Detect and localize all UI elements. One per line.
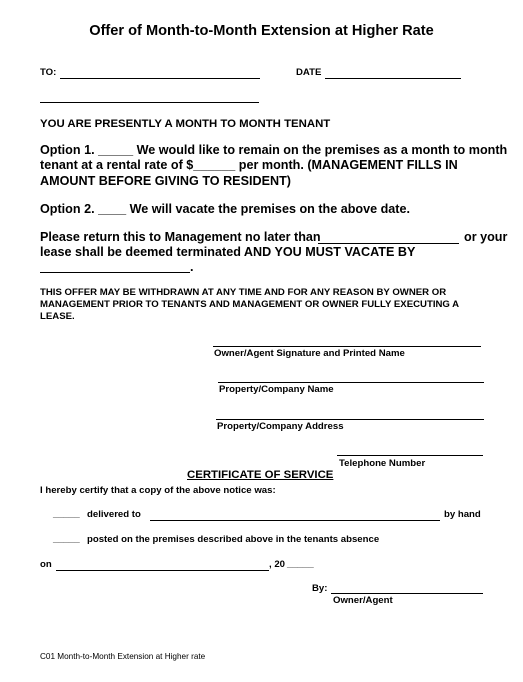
telephone-line[interactable] <box>337 455 483 456</box>
document-title: Offer of Month-to-Month Extension at Higher Rate <box>89 23 434 39</box>
property-company-label: Property/Company Name <box>219 384 334 395</box>
withdrawal-line3: LEASE. <box>40 311 75 322</box>
on-label: on <box>40 559 52 570</box>
year-blank[interactable]: _____ <box>287 559 314 570</box>
return-date-line[interactable] <box>318 243 459 244</box>
vacate-date-line[interactable] <box>40 272 190 273</box>
property-address-line[interactable] <box>216 419 484 420</box>
return-line1-end: or your <box>464 230 508 244</box>
return-line3-period: . <box>190 260 194 274</box>
option1-line1: Option 1. _____ We would like to remain on the premises as a month to month <box>40 143 508 157</box>
posted-checkbox-blank[interactable]: _____ <box>53 534 80 545</box>
by-signature-line[interactable] <box>331 593 483 594</box>
to-field-line[interactable] <box>60 78 260 79</box>
by-label: By: <box>312 583 328 594</box>
telephone-label: Telephone Number <box>339 458 426 469</box>
owner-signature-line[interactable] <box>213 346 481 347</box>
date-field-line[interactable] <box>325 78 461 79</box>
certify-text: I hereby certify that a copy of the above notice was: <box>40 485 276 496</box>
option1-line2: tenant at a rental rate of $______ per month. (MANAGEMENT FILLS IN <box>40 158 458 172</box>
to-label: TO: <box>40 67 57 78</box>
form-footer: C01 Month-to-Month Extension at Higher rate <box>40 652 206 661</box>
delivered-to-line[interactable] <box>150 520 440 521</box>
withdrawal-line1: THIS OFFER MAY BE WITHDRAWN AT ANY TIME AND FOR ANY REASON BY OWNER OR <box>40 287 447 298</box>
delivered-label: delivered to <box>87 509 141 520</box>
by-hand-label: by hand <box>444 509 481 520</box>
service-date-line[interactable] <box>56 570 269 571</box>
date-label: DATE <box>296 67 322 78</box>
property-address-label: Property/Company Address <box>217 421 344 432</box>
return-line1: Please return this to Management no later than <box>40 230 321 244</box>
certificate-heading: CERTIFICATE OF SERVICE <box>187 469 334 481</box>
delivered-checkbox-blank[interactable]: _____ <box>53 509 80 520</box>
posted-label: posted on the premises described above in the tenants absence <box>87 534 380 545</box>
owner-signature-label: Owner/Agent Signature and Printed Name <box>214 348 405 359</box>
option2-text: Option 2. ____ We will vacate the premises on the above date. <box>40 202 411 216</box>
withdrawal-line2: MANAGEMENT PRIOR TO TENANTS AND MANAGEMENT OR OWNER FULLY EXECUTING A <box>40 299 460 310</box>
return-line2: lease shall be deemed terminated AND YOU MUST VACATE BY <box>40 245 416 259</box>
property-company-line[interactable] <box>218 382 484 383</box>
year-label: , 20 <box>269 559 286 570</box>
owner-agent-label: Owner/Agent <box>333 595 393 606</box>
tenant-status-heading: YOU ARE PRESENTLY A MONTH TO MONTH TENANT <box>40 118 331 130</box>
option1-line3: AMOUNT BEFORE GIVING TO RESIDENT) <box>40 174 291 188</box>
address-field-line[interactable] <box>40 102 259 103</box>
